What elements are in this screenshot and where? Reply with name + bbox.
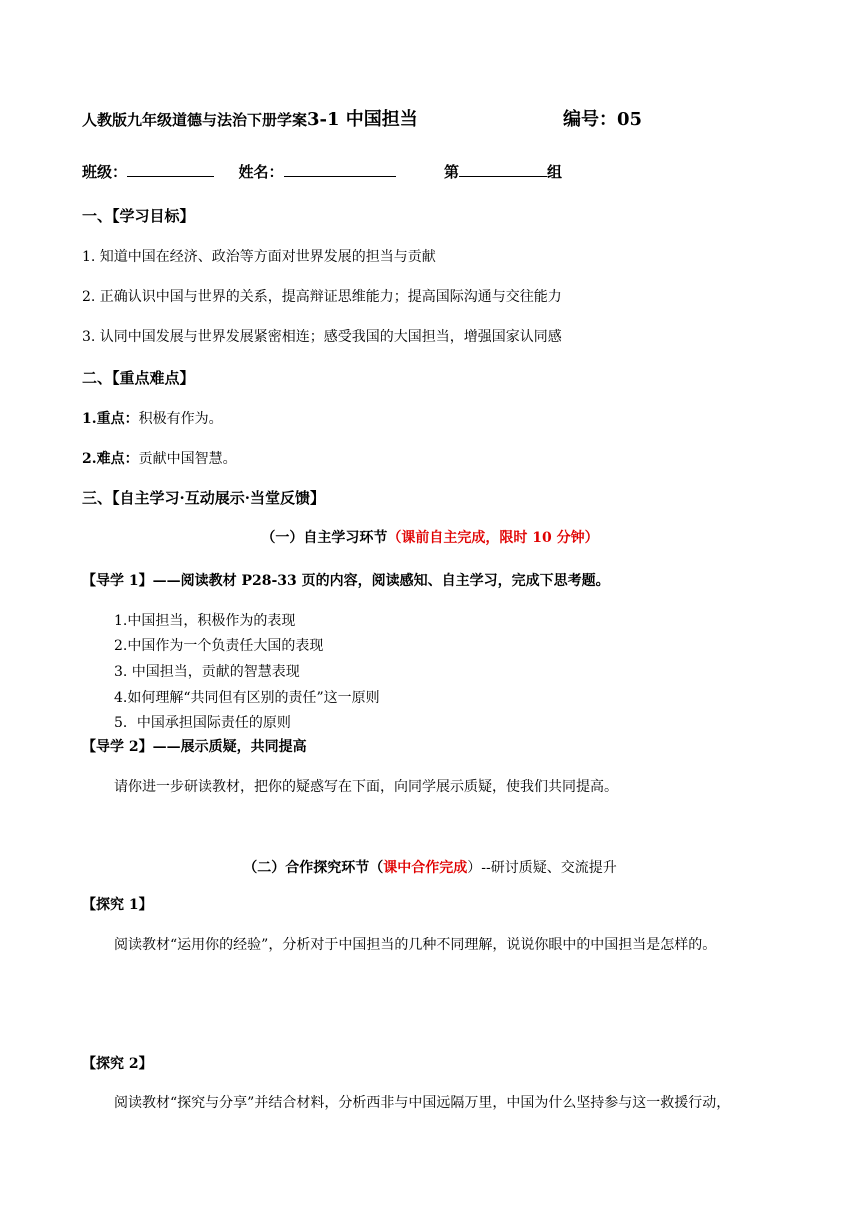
guide1-item-1: 1.中国担当，积极作为的表现	[114, 613, 296, 629]
explore2-text: 阅读教材“探究与分享”并结合材料，分析西非与中国远隔万里，中国为什么坚持参与这一救援行动，	[114, 1095, 731, 1111]
guide2-text: 请你进一步研读教材，把你的疑惑写在下面，向同学展示质疑，使我们共同提高。	[114, 779, 618, 795]
group-suffix: 组	[546, 163, 562, 181]
explore1-text: 阅读教材“运用你的经验”，分析对于中国担当的几种不同理解，说说你眼中的中国担当是怎样的。	[114, 937, 717, 953]
name-label: 姓名：	[238, 163, 284, 181]
guide1-item-5: 5．中国承担国际责任的原则	[114, 715, 291, 731]
series-title: 人教版九年级道德与法治下册学案	[82, 111, 308, 129]
part1-note: （课前自主完成，限时 10 分钟）	[387, 530, 599, 546]
guide1-title: 【导学 1】——阅读教材 P28-33 页的内容，阅读感知、自主学习，完成下思考题。	[82, 573, 610, 589]
part2-label: （二）合作探究环节（	[243, 860, 384, 876]
class-blank	[127, 162, 214, 177]
goal-item-3: 3. 认同中国发展与世界发展紧密相连；感受我国的大国担当，增强国家认同感	[82, 329, 562, 345]
part2-suffix: ）--研讨质疑、交流提升	[467, 860, 617, 876]
name-blank	[284, 162, 396, 177]
part2-note: 课中合作完成	[383, 860, 468, 876]
doc-title	[82, 105, 418, 131]
class-label: 班级：	[82, 163, 128, 181]
difficulty-row	[82, 448, 237, 468]
focus-text: 积极有作为。	[138, 411, 223, 427]
part2-title	[0, 857, 860, 877]
group-blank	[459, 162, 547, 177]
focus-label: 1.重点：	[82, 411, 139, 427]
guide1-item-3: 3. 中国担当，贡献的智慧表现	[114, 664, 300, 680]
part1-label: （一）自主学习环节	[261, 530, 388, 546]
explore2-title: 【探究 2】	[82, 1056, 153, 1072]
difficulty-label: 2.难点：	[82, 451, 139, 467]
group-prefix: 第	[443, 163, 459, 181]
lesson-title: 3-1 中国担当	[307, 109, 418, 130]
guide1-item-2: 2.中国作为一个负责任大国的表现	[114, 638, 324, 654]
goals-heading: 一、【学习目标】	[82, 207, 195, 225]
guide2-title: 【导学 2】——展示质疑，共同提高	[82, 739, 307, 755]
goal-item-2: 2. 正确认识中国与世界的关系，提高辩证思维能力；提高国际沟通与交往能力	[82, 289, 562, 305]
doc-number: 编号：05	[563, 109, 643, 130]
part1-title	[0, 527, 860, 547]
goal-item-1: 1. 知道中国在经济、政治等方面对世界发展的担当与贡献	[82, 249, 436, 265]
difficulty-text: 贡献中国智慧。	[138, 451, 237, 467]
info-row	[82, 161, 562, 182]
keypoints-heading: 二、【重点难点】	[82, 369, 195, 387]
focus-row	[82, 408, 223, 428]
study-heading: 三、【自主学习·互动展示·当堂反馈】	[82, 489, 325, 507]
guide1-item-4: 4.如何理解“共同但有区别的责任”这一原则	[114, 690, 380, 706]
explore1-title: 【探究 1】	[82, 897, 153, 913]
